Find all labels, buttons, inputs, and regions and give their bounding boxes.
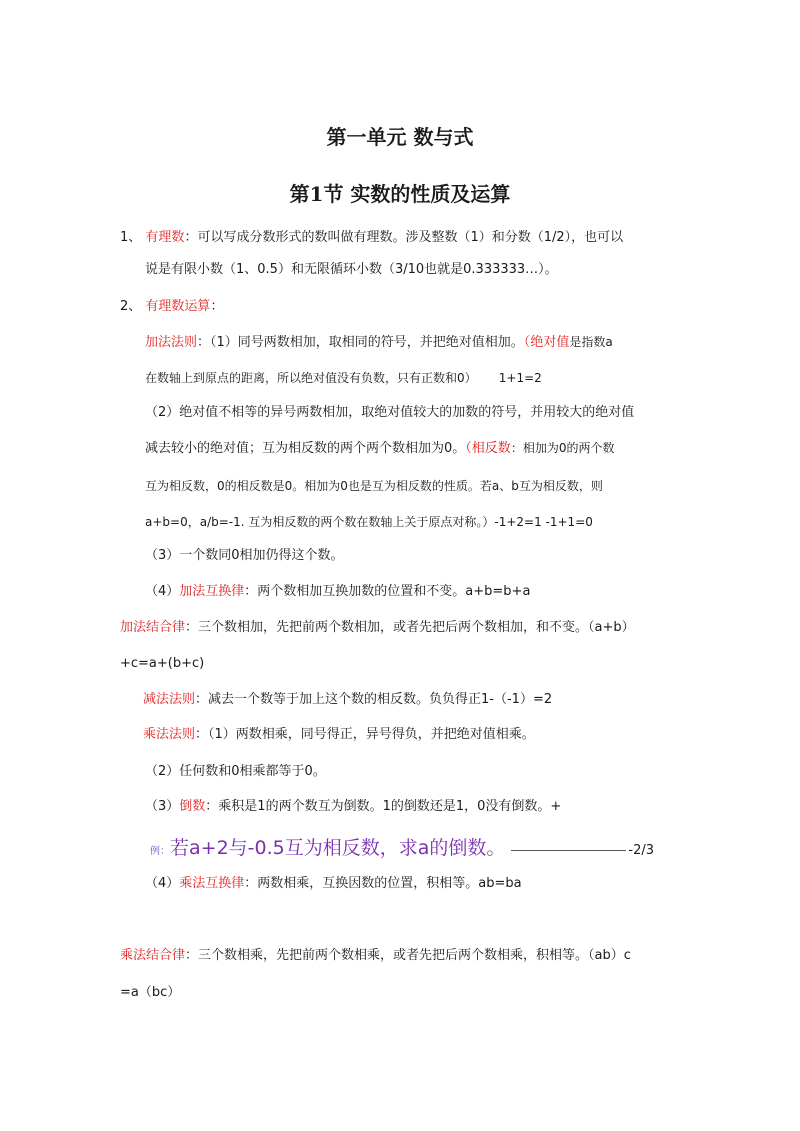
answer-underline <box>511 850 626 851</box>
multiply-associative-line2: =a（bc） <box>120 985 181 1000</box>
text: （ <box>465 441 472 456</box>
text: ：乘积是1的两个数互为倒数。1的倒数还是1，0没有倒数。+ <box>205 799 562 814</box>
paragraph-rational-line2: 说是有限小数（1、0.5）和无限循环小数（3/10也就是0.333333…）。 <box>145 262 558 277</box>
add-rule-line4 <box>145 438 614 459</box>
multiply-commutative <box>145 874 522 894</box>
text: ： <box>210 299 224 314</box>
add-rule-line6: a+b=0，a/b=-1. 互为相反数的两个数在数轴上关于原点对称。）-1+2=1 -1+1=0 <box>145 515 593 529</box>
term-operations: 有理数运算 <box>145 299 211 314</box>
term-multiply-associative: 乘法结合律 <box>120 948 186 963</box>
text: ：两数相乘，互换因数的位置，积相等。ab=ba <box>244 876 522 891</box>
example-answer: -2/3 <box>628 843 654 858</box>
text: ：（1）两数相乘，同号得正，异号得负，并把绝对值相乘。 <box>195 727 535 742</box>
multiply-rule-line2: （2）任何数和0相乘都等于0。 <box>145 764 326 779</box>
paragraph-operations <box>120 297 223 317</box>
text: （4） <box>145 584 180 599</box>
text: ：两个数相加互换加数的位置和不变。a+b=b+a <box>244 584 531 599</box>
item-number: 1、 <box>120 230 142 245</box>
example-question: 若a+2与-0.5互为相反数，求a的倒数。 <box>170 837 506 859</box>
example-line <box>150 835 654 865</box>
term-add-associative: 加法结合律 <box>120 620 186 635</box>
add-rule-line7: （3）一个数同0相加仍得这个数。 <box>145 548 344 563</box>
term-multiply-rule: 乘法法则 <box>143 727 196 742</box>
text: 在数轴上到原点的距离，所以绝对值没有负数，只有正数和0） <box>145 371 477 385</box>
text: ：三个数相加，先把前两个数相加，或者先把后两个数相加，和不变。（a+b） <box>185 620 635 635</box>
text: ：减去一个数等于加上这个数的相反数。负负得正1-（-1）=2 <box>195 692 553 707</box>
term-add-rule: 加法法则 <box>145 335 198 350</box>
text: ：可以写成分数形式的数叫做有理数。涉及整数（1）和分数（1/2），也可以 <box>184 230 624 245</box>
item-number: 2、 <box>120 299 142 314</box>
multiply-rule-line1 <box>143 725 535 745</box>
text: 是指数a <box>569 335 613 349</box>
term-abs: 绝对值 <box>530 335 570 350</box>
unit-title: 第一单元 数与式 <box>326 125 474 149</box>
add-associative-line1 <box>120 618 635 638</box>
text: 1+1=2 <box>498 371 542 385</box>
text: ：相加为0的两个数 <box>510 441 615 455</box>
text: ：三个数相乘，先把前两个数相乘，或者先把后两个数相乘，积相等。（ab）c <box>185 948 631 963</box>
add-commutative <box>145 582 530 602</box>
text: （4） <box>145 876 180 891</box>
add-rule-line2 <box>145 368 542 389</box>
text: （ <box>523 335 531 350</box>
section-title: 第1节 实数的性质及运算 <box>289 182 511 206</box>
term-multiply-commutative: 乘法互换律 <box>179 876 245 891</box>
term-rational: 有理数 <box>145 230 185 245</box>
term-reciprocal: 倒数 <box>179 799 206 814</box>
subtract-rule <box>143 690 552 710</box>
text: （3） <box>145 799 180 814</box>
add-rule-line1 <box>145 332 613 353</box>
add-associative-line2: +c=a+(b+c) <box>120 656 205 671</box>
multiply-associative-line1 <box>120 946 631 966</box>
term-add-commutative: 加法互换律 <box>179 584 245 599</box>
reciprocal-line <box>145 797 561 817</box>
term-subtract-rule: 减法法则 <box>143 692 196 707</box>
text: ：（1）同号两数相加，取相同的符号，并把绝对值相加。 <box>197 335 524 350</box>
paragraph-rational-line1 <box>120 228 623 248</box>
add-rule-line3: （2）绝对值不相等的异号两数相加，取绝对值较大的加数的符号，并用较大的绝对值 <box>145 405 635 420</box>
text: 减去较小的绝对值；互为相反数的两个两个数相加为0。 <box>145 441 466 456</box>
add-rule-line5: 互为相反数，0的相反数是0。相加为0也是互为相反数的性质。若a、b互为相反数，则 <box>145 479 603 493</box>
term-opposite: 相反数 <box>471 441 511 456</box>
example-tag: 例： <box>150 846 170 857</box>
